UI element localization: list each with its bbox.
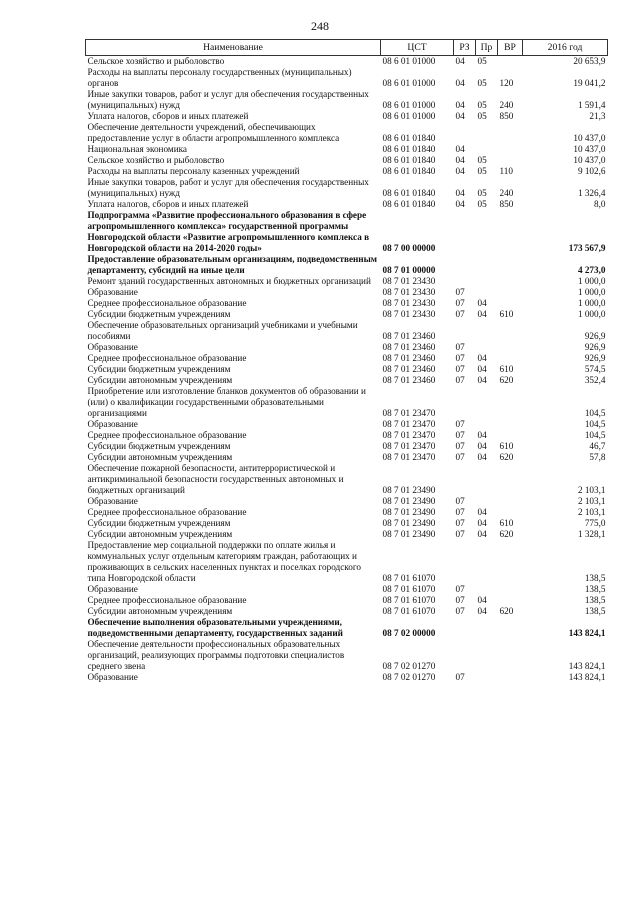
table-row: [86, 529, 608, 540]
row-name: Среднее профессиональное образование: [87, 430, 247, 440]
row-name: Ремонт зданий государственных автономных и бюджетных организаций: [87, 276, 371, 286]
row-vr: 620: [499, 375, 514, 385]
row-cst: 08 6 01 01840: [382, 199, 436, 209]
table-row: [86, 144, 608, 155]
row-pr: 05: [477, 166, 487, 176]
row-vr: [498, 342, 523, 353]
row-rz: 07: [455, 353, 465, 363]
table-row: [86, 375, 608, 386]
row-name: Субсидии бюджетным учреждениям: [87, 441, 231, 451]
row-cst: 08 7 01 00000: [382, 265, 436, 275]
row-rz: [454, 276, 476, 287]
row-name: Субсидии бюджетным учреждениям: [87, 364, 231, 374]
row-rz: [454, 617, 476, 639]
table-row: [86, 452, 608, 463]
row-rz: 04: [455, 199, 465, 209]
row-cst: 08 6 01 01840: [382, 144, 436, 154]
row-pr: [476, 287, 498, 298]
row-amount: 143 824,1: [568, 672, 606, 682]
row-amount: 926,9: [584, 331, 606, 341]
row-rz: 07: [455, 298, 465, 308]
row-cst: 08 6 01 01840: [382, 188, 436, 198]
row-vr: [498, 122, 523, 144]
row-rz: 04: [455, 100, 465, 110]
row-cst: 08 7 02 01270: [382, 672, 436, 682]
row-pr: [476, 639, 498, 672]
row-cst: 08 6 01 01840: [382, 133, 436, 143]
table-row: [86, 353, 608, 364]
header-cst: ЦСТ: [381, 40, 454, 56]
row-amount: 20 653,9: [573, 56, 606, 66]
row-amount: 8,0: [594, 199, 606, 209]
row-rz: 07: [455, 606, 465, 616]
row-cst: 08 6 01 01840: [382, 155, 436, 165]
table-row: [86, 210, 608, 254]
row-pr: 05: [477, 155, 487, 165]
row-pr: 05: [477, 111, 487, 121]
row-cst: 08 7 01 23490: [382, 518, 436, 528]
row-rz: [454, 639, 476, 672]
table-row: [86, 166, 608, 177]
table-row: [86, 518, 608, 529]
row-name: Национальная экономика: [87, 144, 188, 154]
header-rz: РЗ: [454, 40, 476, 56]
row-rz: [454, 320, 476, 342]
row-rz: 07: [455, 287, 465, 297]
table-row: [86, 177, 608, 199]
row-amount: 21,3: [589, 111, 606, 121]
row-pr: [476, 144, 498, 155]
row-pr: [476, 463, 498, 496]
row-cst: 08 7 01 23470: [382, 430, 436, 440]
row-cst: 08 7 01 23460: [382, 342, 436, 352]
row-pr: 05: [477, 78, 487, 88]
row-name: Образование: [87, 419, 138, 429]
row-vr: 620: [499, 452, 514, 462]
table-row: [86, 441, 608, 452]
table-row: [86, 298, 608, 309]
table-row: [86, 496, 608, 507]
row-pr: [476, 496, 498, 507]
row-vr: [498, 56, 523, 68]
row-vr: [498, 144, 523, 155]
row-name: Обеспечение образовательных организаций учебниками и учебными пособиями: [87, 320, 358, 341]
row-vr: [498, 463, 523, 496]
row-pr: 04: [477, 529, 487, 539]
header-name: Наименование: [86, 40, 381, 56]
row-name: Иные закупки товаров, работ и услуг для обеспечения государственных (муниципальных) нужд: [87, 89, 369, 110]
row-rz: 07: [455, 342, 465, 352]
row-amount: 104,5: [584, 419, 606, 429]
row-name: Образование: [87, 287, 138, 297]
row-cst: 08 7 01 23470: [382, 452, 436, 462]
row-amount: 1 000,0: [577, 309, 606, 319]
row-cst: 08 7 01 23490: [382, 485, 436, 495]
row-pr: 04: [477, 309, 487, 319]
row-rz: 04: [455, 111, 465, 121]
row-vr: 610: [499, 309, 514, 319]
row-amount: 104,5: [584, 430, 606, 440]
row-vr: [498, 353, 523, 364]
row-cst: 08 6 01 01000: [382, 111, 436, 121]
row-rz: 04: [455, 188, 465, 198]
row-pr: [476, 540, 498, 584]
row-rz: 07: [455, 430, 465, 440]
row-cst: 08 7 01 23460: [382, 331, 436, 341]
row-cst: 08 6 01 01000: [382, 100, 436, 110]
row-cst: 08 7 01 61070: [382, 584, 436, 594]
row-cst: 08 7 01 23490: [382, 496, 436, 506]
table-body: [86, 56, 608, 684]
row-vr: [498, 386, 523, 419]
row-pr: 05: [477, 100, 487, 110]
row-pr: 04: [477, 507, 487, 517]
table-row: [86, 639, 608, 672]
table-row: [86, 309, 608, 320]
row-pr: 05: [477, 199, 487, 209]
row-amount: 57,8: [589, 452, 606, 462]
row-pr: [476, 254, 498, 276]
row-name: Уплата налогов, сборов и иных платежей: [87, 111, 249, 121]
table-row: [86, 419, 608, 430]
row-pr: 04: [477, 606, 487, 616]
table-row: [86, 56, 608, 68]
row-pr: [476, 342, 498, 353]
row-vr: 850: [499, 111, 514, 121]
row-amount: 926,9: [584, 353, 606, 363]
row-rz: 07: [455, 672, 465, 682]
row-name: Обеспечение деятельности профессиональных образовательных организаций, реализующих программы подготовки специалистов среднего звена: [87, 639, 345, 671]
row-cst: 08 7 01 23490: [382, 529, 436, 539]
row-cst: 08 7 01 23430: [382, 287, 436, 297]
row-amount: 1 326,4: [577, 188, 606, 198]
row-pr: 05: [477, 188, 487, 198]
row-amount: 775,0: [584, 518, 606, 528]
row-cst: 08 7 01 61070: [382, 573, 436, 583]
row-cst: 08 6 01 01840: [382, 166, 436, 176]
row-amount: 10 437,0: [573, 155, 606, 165]
row-vr: 620: [499, 529, 514, 539]
row-amount: 2 103,1: [577, 496, 606, 506]
row-amount: 1 000,0: [577, 287, 606, 297]
row-name: Предоставление мер социальной поддержки по оплате жилья и коммунальных услуг отдельным категориям граждан, работающих и проживающих в сельских населенных пунктах и поселках городского типа Новгородской области: [87, 540, 362, 583]
row-rz: 07: [455, 584, 465, 594]
row-pr: 04: [477, 364, 487, 374]
row-amount: 2 103,1: [577, 507, 606, 517]
row-amount: 143 824,1: [568, 628, 606, 638]
table-row: [86, 67, 608, 89]
row-vr: [498, 639, 523, 672]
row-vr: [498, 287, 523, 298]
row-pr: 05: [477, 56, 487, 66]
table-row: [86, 430, 608, 441]
row-rz: 07: [455, 595, 465, 605]
row-vr: 110: [499, 166, 513, 176]
row-name: Иные закупки товаров, работ и услуг для обеспечения государственных (муниципальных) нужд: [87, 177, 369, 198]
row-vr: [498, 276, 523, 287]
row-vr: [498, 419, 523, 430]
header-year: 2016 год: [523, 40, 608, 56]
table-row: [86, 342, 608, 353]
table-row: [86, 584, 608, 595]
row-cst: 08 7 01 23430: [382, 309, 436, 319]
row-cst: 08 7 01 23470: [382, 419, 436, 429]
row-name: Предоставление образовательным организациям, подведомственным департаменту, субсидий на иные цели: [87, 254, 378, 275]
row-rz: 04: [455, 144, 465, 154]
row-vr: 240: [499, 100, 514, 110]
row-rz: [454, 386, 476, 419]
row-rz: 07: [455, 507, 465, 517]
row-pr: [476, 617, 498, 639]
row-cst: 08 7 01 23460: [382, 375, 436, 385]
header-vr: ВР: [498, 40, 523, 56]
row-vr: 850: [499, 199, 514, 209]
row-name: Субсидии бюджетным учреждениям: [87, 309, 231, 319]
row-name: Среднее профессиональное образование: [87, 353, 247, 363]
table-row: [86, 254, 608, 276]
row-rz: 07: [455, 518, 465, 528]
row-vr: [498, 298, 523, 309]
row-pr: 04: [477, 518, 487, 528]
row-amount: 173 567,9: [568, 243, 606, 253]
row-rz: 04: [455, 155, 465, 165]
row-vr: 610: [499, 364, 514, 374]
row-pr: 04: [477, 375, 487, 385]
row-pr: [476, 672, 498, 683]
row-amount: 1 000,0: [577, 276, 606, 286]
row-name: Субсидии автономным учреждениям: [87, 375, 233, 385]
row-name: Расходы на выплаты персоналу государственных (муниципальных) органов: [87, 67, 352, 88]
row-vr: [498, 155, 523, 166]
row-amount: 138,5: [584, 595, 606, 605]
row-vr: [498, 595, 523, 606]
row-rz: [454, 540, 476, 584]
row-name: Обеспечение выполнения образовательными учреждениями, подведомственными департаменту, государственных заданий: [87, 617, 343, 638]
row-rz: [454, 210, 476, 254]
header-pr: Пр: [476, 40, 498, 56]
row-name: Образование: [87, 496, 138, 506]
row-vr: 610: [499, 518, 514, 528]
row-amount: 4 273,0: [577, 265, 606, 275]
row-vr: [498, 672, 523, 683]
row-name: Обеспечение пожарной безопасности, антитеррористической и антикриминальной безопасности государственных автономных и бюджетных организаций: [87, 463, 344, 495]
table-row: [86, 320, 608, 342]
row-pr: 04: [477, 430, 487, 440]
row-rz: 07: [455, 375, 465, 385]
row-amount: 926,9: [584, 342, 606, 352]
row-vr: [498, 496, 523, 507]
row-amount: 1 328,1: [577, 529, 606, 539]
row-amount: 1 000,0: [577, 298, 606, 308]
table-row: [86, 540, 608, 584]
row-name: Субсидии бюджетным учреждениям: [87, 518, 231, 528]
row-amount: 9 102,6: [577, 166, 606, 176]
table-row: [86, 617, 608, 639]
table-row: [86, 595, 608, 606]
row-name: Образование: [87, 584, 138, 594]
row-cst: 08 7 01 23460: [382, 364, 436, 374]
row-rz: [454, 254, 476, 276]
table-row: [86, 199, 608, 210]
row-vr: [498, 320, 523, 342]
row-amount: 138,5: [584, 584, 606, 594]
table-row: [86, 122, 608, 144]
row-vr: [498, 584, 523, 595]
row-pr: 04: [477, 452, 487, 462]
row-cst: 08 7 01 23490: [382, 507, 436, 517]
row-amount: 574,5: [584, 364, 606, 374]
table-header: [86, 40, 608, 56]
row-rz: 04: [455, 56, 465, 66]
table-row: [86, 386, 608, 419]
row-vr: 240: [499, 188, 514, 198]
row-cst: 08 6 01 01000: [382, 78, 436, 88]
row-pr: 04: [477, 595, 487, 605]
row-name: Субсидии автономным учреждениям: [87, 529, 233, 539]
row-name: Расходы на выплаты персоналу казенных учреждений: [87, 166, 300, 176]
row-rz: [454, 122, 476, 144]
row-name: Среднее профессиональное образование: [87, 595, 247, 605]
row-rz: 04: [455, 166, 465, 176]
row-rz: 07: [455, 452, 465, 462]
row-name: Субсидии автономным учреждениям: [87, 606, 233, 616]
row-cst: 08 7 00 00000: [382, 243, 436, 253]
row-rz: 07: [455, 441, 465, 451]
row-vr: 120: [499, 78, 514, 88]
row-name: Среднее профессиональное образование: [87, 507, 247, 517]
row-rz: [454, 463, 476, 496]
row-pr: 04: [477, 441, 487, 451]
row-vr: [498, 210, 523, 254]
row-rz: 07: [455, 364, 465, 374]
row-vr: 620: [499, 606, 514, 616]
row-name: Среднее профессиональное образование: [87, 298, 247, 308]
table-row: [86, 155, 608, 166]
page-number: 248: [311, 19, 329, 33]
row-amount: 10 437,0: [573, 133, 606, 143]
row-rz: 07: [455, 496, 465, 506]
row-amount: 19 041,2: [573, 78, 606, 88]
row-cst: 08 7 02 00000: [382, 628, 436, 638]
row-rz: 07: [455, 419, 465, 429]
row-amount: 2 103,1: [577, 485, 606, 495]
row-pr: [476, 122, 498, 144]
row-rz: 07: [455, 529, 465, 539]
table-row: [86, 463, 608, 496]
row-name: Субсидии автономным учреждениям: [87, 452, 233, 462]
row-pr: [476, 386, 498, 419]
row-cst: 08 7 01 61070: [382, 606, 436, 616]
row-name: Образование: [87, 672, 138, 682]
row-pr: [476, 320, 498, 342]
row-name: Подпрограмма «Развитие профессионального образования в сфере агропромышленного комплекса» государственной программы Новгородской области «Развитие агропромышленного комплекса в Новгородской области на 2014-2020 годы»: [87, 210, 370, 253]
row-amount: 104,5: [584, 408, 606, 418]
table-row: [86, 276, 608, 287]
row-amount: 1 591,4: [577, 100, 606, 110]
table-row: [86, 606, 608, 617]
row-cst: 08 7 02 01270: [382, 661, 436, 671]
row-rz: 04: [455, 78, 465, 88]
row-cst: 08 7 01 23430: [382, 298, 436, 308]
table-row: [86, 287, 608, 298]
row-name: Обеспечение деятельности учреждений, обеспечивающих предоставление услуг в области агропромышленного комплекса: [87, 122, 340, 143]
row-amount: 143 824,1: [568, 661, 606, 671]
row-name: Сельское хозяйство и рыболовство: [87, 155, 225, 165]
row-name: Уплата налогов, сборов и иных платежей: [87, 199, 249, 209]
row-amount: 10 437,0: [573, 144, 606, 154]
row-cst: 08 7 01 61070: [382, 595, 436, 605]
budget-table: [85, 39, 608, 683]
row-pr: 04: [477, 353, 487, 363]
row-pr: [476, 210, 498, 254]
row-name: Приобретение или изготовление бланков документов об образовании и (или) о квалификации государственными образовательными организациями: [87, 386, 366, 418]
table-row: [86, 507, 608, 518]
row-cst: 08 7 01 23470: [382, 441, 436, 451]
row-pr: 04: [477, 298, 487, 308]
row-vr: 610: [499, 441, 514, 451]
row-cst: 08 6 01 01000: [382, 56, 436, 66]
row-rz: 07: [455, 309, 465, 319]
row-name: Сельское хозяйство и рыболовство: [87, 56, 225, 66]
table-row: [86, 89, 608, 111]
table-row: [86, 672, 608, 683]
row-amount: 138,5: [584, 606, 606, 616]
row-cst: 08 7 01 23460: [382, 353, 436, 363]
row-vr: [498, 540, 523, 584]
row-name: Образование: [87, 342, 138, 352]
row-amount: 46,7: [589, 441, 606, 451]
table-row: [86, 364, 608, 375]
row-amount: 352,4: [584, 375, 606, 385]
row-vr: [498, 254, 523, 276]
row-amount: 138,5: [584, 573, 606, 583]
row-vr: [498, 507, 523, 518]
row-vr: [498, 617, 523, 639]
row-pr: [476, 419, 498, 430]
row-vr: [498, 430, 523, 441]
table-row: [86, 111, 608, 122]
row-pr: [476, 584, 498, 595]
row-cst: 08 7 01 23430: [382, 276, 436, 286]
row-cst: 08 7 01 23470: [382, 408, 436, 418]
row-pr: [476, 276, 498, 287]
